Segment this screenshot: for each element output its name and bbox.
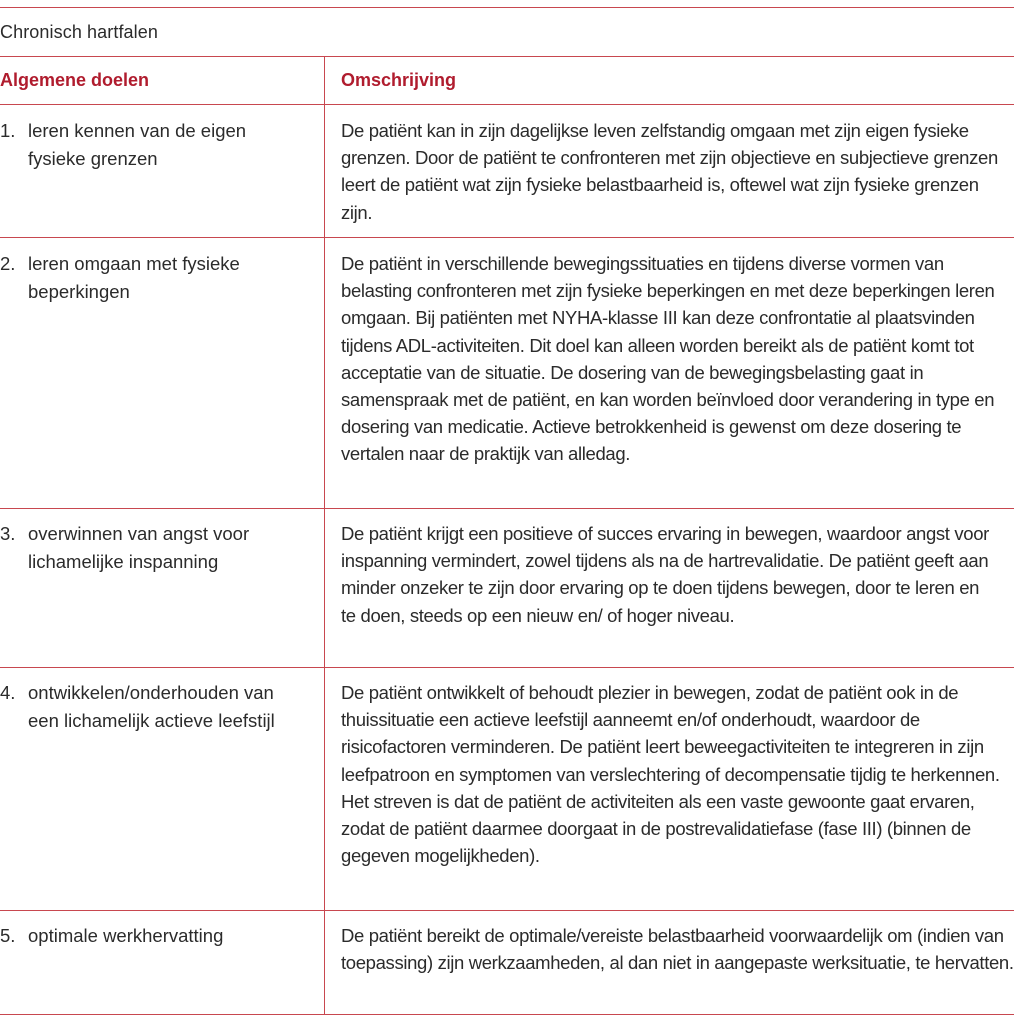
goal-cell (0, 520, 310, 575)
goal-number: 3. (0, 523, 16, 544)
row-2-rule (0, 508, 1014, 509)
description-cell: De patiënt bereikt de optimale/vereiste belastbaarheid voorwaardelijk om (indien van toepassing) zijn werkzaamheden, al dan niet in aangepaste werksituatie, te hervatten. (341, 925, 1014, 974)
description-cell: De patiënt ontwikkelt of behoudt plezier in bewegen, zodat de patiënt ook in de thuissituatie een actieve leefstijl aanneemt en/of onderhoudt, waardoor de risicofactoren verminderen. De patiënt leert beweegactiviteiten te integreren in zijn leefpatroon en symptomen van verslechtering of decompensatie tijdig te herkennen. Het streven is dat de patiënt de activiteiten als een vaste gewoonte gaat ervaren, zodat de patiënt daarmee doorgaat in de postrevalidatiefase (fase III) (binnen de gegeven mogelijkheden). (341, 682, 1000, 867)
bottom-rule (0, 1014, 1014, 1015)
goal-cell (0, 117, 310, 172)
goal-cell (0, 250, 310, 305)
goal-text: overwinnen van angst voor lichamelijke inspanning (28, 523, 250, 572)
description-cell: De patiënt kan in zijn dagelijkse leven zelfstandig omgaan met zijn eigen fysieke grenzen. Door de patiënt te confronteren met zijn objectieve en subjectieve grenzen leert de patiënt wat zijn fysieke belastbaarheid is, oftewel wat zijn fysieke grenzen zijn. (341, 120, 998, 223)
top-rule (0, 7, 1014, 8)
row-4-rule (0, 910, 1014, 911)
column-divider (324, 56, 325, 1014)
row-3-rule (0, 667, 1014, 668)
row-1-rule (0, 237, 1014, 238)
goal-number: 4. (0, 682, 16, 703)
column-header-description: Omschrijving (341, 70, 457, 90)
column-header-goals: Algemene doelen (0, 70, 150, 90)
description-cell: De patiënt krijgt een positieve of succes ervaring in bewegen, waardoor angst voor inspanning vermindert, zowel tijdens als na de hartrevalidatie. De patiënt geeft aan minder onzeker te zijn door ervaring op te doen tijdens bewegen, door te leren en te doen, steeds op een nieuw en/ of hoger niveau. (341, 523, 989, 626)
goal-cell (0, 679, 310, 734)
goal-text: leren kennen van de eigen fysieke grenzen (28, 120, 247, 169)
header-rule (0, 104, 1014, 105)
goal-text: optimale werkhervatting (28, 925, 224, 946)
goal-text: ontwikkelen/onderhouden van een lichamelijk actieve leefstijl (28, 682, 275, 731)
title-rule (0, 56, 1014, 57)
goal-number: 2. (0, 253, 16, 274)
description-cell: De patiënt in verschillende bewegingssituaties en tijdens diverse vormen van belasting confronteren met zijn fysieke beperkingen en met deze beperkingen leren omgaan. Bij patiënten met NYHA-klasse III kan deze confrontatie al plaatsvinden tijdens ADL-activiteiten. Dit doel kan alleen worden bereikt als de patiënt komt tot acceptatie van de situatie. De dosering van de bewegingsbelasting gaat in samenspraak met de patiënt, en kan worden beïnvloed door verandering in type en dosering van medicatie. Actieve betrokkenheid is gewenst om deze dosering te vertalen naar de praktijk van alledag. (341, 253, 995, 465)
table-title: Chronisch hartfalen (0, 22, 158, 42)
goal-cell (0, 922, 310, 950)
goal-text: leren omgaan met fysieke beperkingen (28, 253, 240, 302)
goal-number: 5. (0, 925, 16, 946)
goal-number: 1. (0, 120, 16, 141)
